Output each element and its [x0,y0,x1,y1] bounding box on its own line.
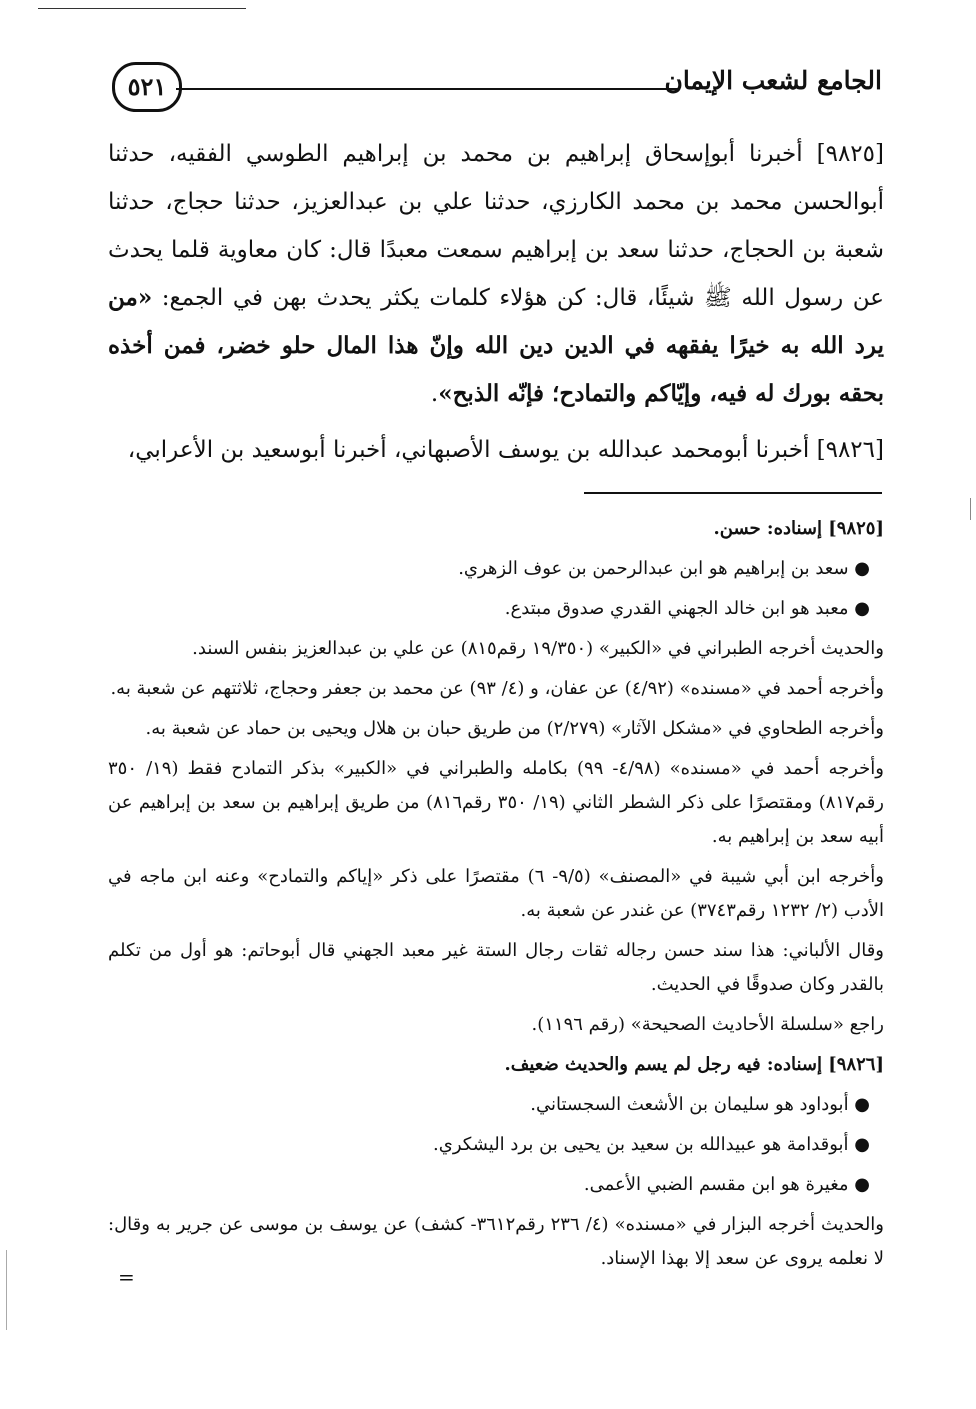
footnote-bullet: ● معبد هو ابن خالد الجهني القدري صدوق مبتدع. [504,598,870,619]
hadith-quote: «من يرد الله به خيرًا يفقهه في الدين دين الله وإنّ هذا المال حلو خضر، فمن أخذه بحقه بورك له فيه، وإيّاكم والتمادح؛ فإنّه الذبح» [108,284,884,407]
footnote-paragraph: وقال الألباني: هذا سند حسن رجاله ثقات رجال الستة غير معبد الجهني قال أبوحاتم: هو أول من تكلم بالقدر وكان صدوقًا في الحديث. [108,940,885,995]
footnote-bullet: ● أبوقدامة هو عبيدالله بن سعيد بن يحيى بن برد اليشكري. [433,1134,870,1155]
top-rule [38,8,246,9]
isnad-text: [٩٨٢٥] أخبرنا أبوإسحاق إبراهيم بن محمد بن إبراهيم الطوسي الفقيه، حدثنا أبوالحسن محمد بن محمد الكارزي، حدثنا علي بن عبدالعزيز، حدثنا حجاج، حدثنا شعبة بن الحجاج، حدثنا سعد بن إبراهيم سمعت معبدًا قال: كان معاوية قلما يحدث عن رسول الله ﷺ شيئًا، قال: كن هؤلاء كلمات يكثر يحدث بهن في الجمع: [108,141,884,311]
book-title: الجامع لشعب الإيمان [664,66,882,95]
continuation-mark: = [118,1265,135,1289]
footnote-paragraph: والحديث أخرجه الطبراني في «الكبير» (١٩/٣٥٠ رقم٨١٥) عن علي بن عبدالعزيز بنفس السند. [192,638,884,659]
footnote-paragraph: والحديث أخرجه البزار في «مسنده» (٤/ ٢٣٦ رقم٣٦١٢- كشف) عن يوسف بن موسى عن جرير به وقال: لا نعلمه يروى عن سعد إلا بهذا الإسناد. [108,1214,884,1269]
footnote-paragraph: راجع «سلسلة الأحاديث الصحيحة» (رقم ١١٩٦). [531,1014,884,1035]
footnote-ref-9826: [٩٨٢٦] إسناده: فيه رجل لم يسم والحديث ضعيف. [504,1054,884,1075]
footnote-paragraph: وأخرجه ابن أبي شيبة في «المصنف» (٩/٥- ٦) مقتصرًا على ذكر «إياكم والتمادح» وعنه ابن ماجه في الأدب (٢/ ١٢٣٢ رقم٣٧٤٣) عن غندر عن شعبة به. [108,866,884,921]
main-text [108,130,884,482]
header-rule [176,88,678,90]
footnote-ref-9825: [٩٨٢٥] إسناده: حسن. [713,518,884,539]
footnotes [108,512,884,1282]
hadith-9825 [108,130,884,418]
footnote-separator [584,492,882,494]
page-header [112,62,882,120]
footnote-bullet: ● سعد بن إبراهيم هو ابن عبدالرحمن بن عوف الزهري. [458,558,870,579]
page-number: ٥٢١ [112,62,182,112]
hadith-9826: [٩٨٢٦] أخبرنا أبومحمد عبدالله بن يوسف الأصبهاني، أخبرنا أبوسعيد بن الأعرابي، [127,437,884,463]
footnote-paragraph: وأخرجه الطحاوي في «مشكل الآثار» (٢/٢٧٩) من طريق حبان بن هلال ويحيى بن حماد عن شعبة به. [145,718,884,739]
margin-mark [970,498,971,520]
margin-mark [6,1250,7,1330]
footnote-bullet: ● أبوداود هو سليمان بن الأشعث السجستاني. [530,1094,870,1115]
hadith-end: . [430,381,439,407]
footnote-paragraph: وأخرجه أحمد في «مسنده» (٤/٩٨- ٩٩) بكامله والطبراني في «الكبير» بذكر التمادح فقط (١٩/ ٣٥٠ رقم٨١٧) ومقتصرًا على ذكر الشطر الثاني (١٩/ ٣٥٠ رقم٨١٦) من طريق إبراهيم بن سعد بن إبراهيم عن أبيه سعد بن إبراهيم به. [108,758,884,847]
footnote-paragraph: وأخرجه أحمد في «مسنده» (٤/٩٢) عن عفان، و (٤/ ٩٣) عن محمد بن جعفر وحجاج، ثلاثتهم عن شعبة به. [110,678,884,699]
footnote-bullet: ● مغيرة هو ابن مقسم الضبي الأعمى. [583,1174,870,1195]
